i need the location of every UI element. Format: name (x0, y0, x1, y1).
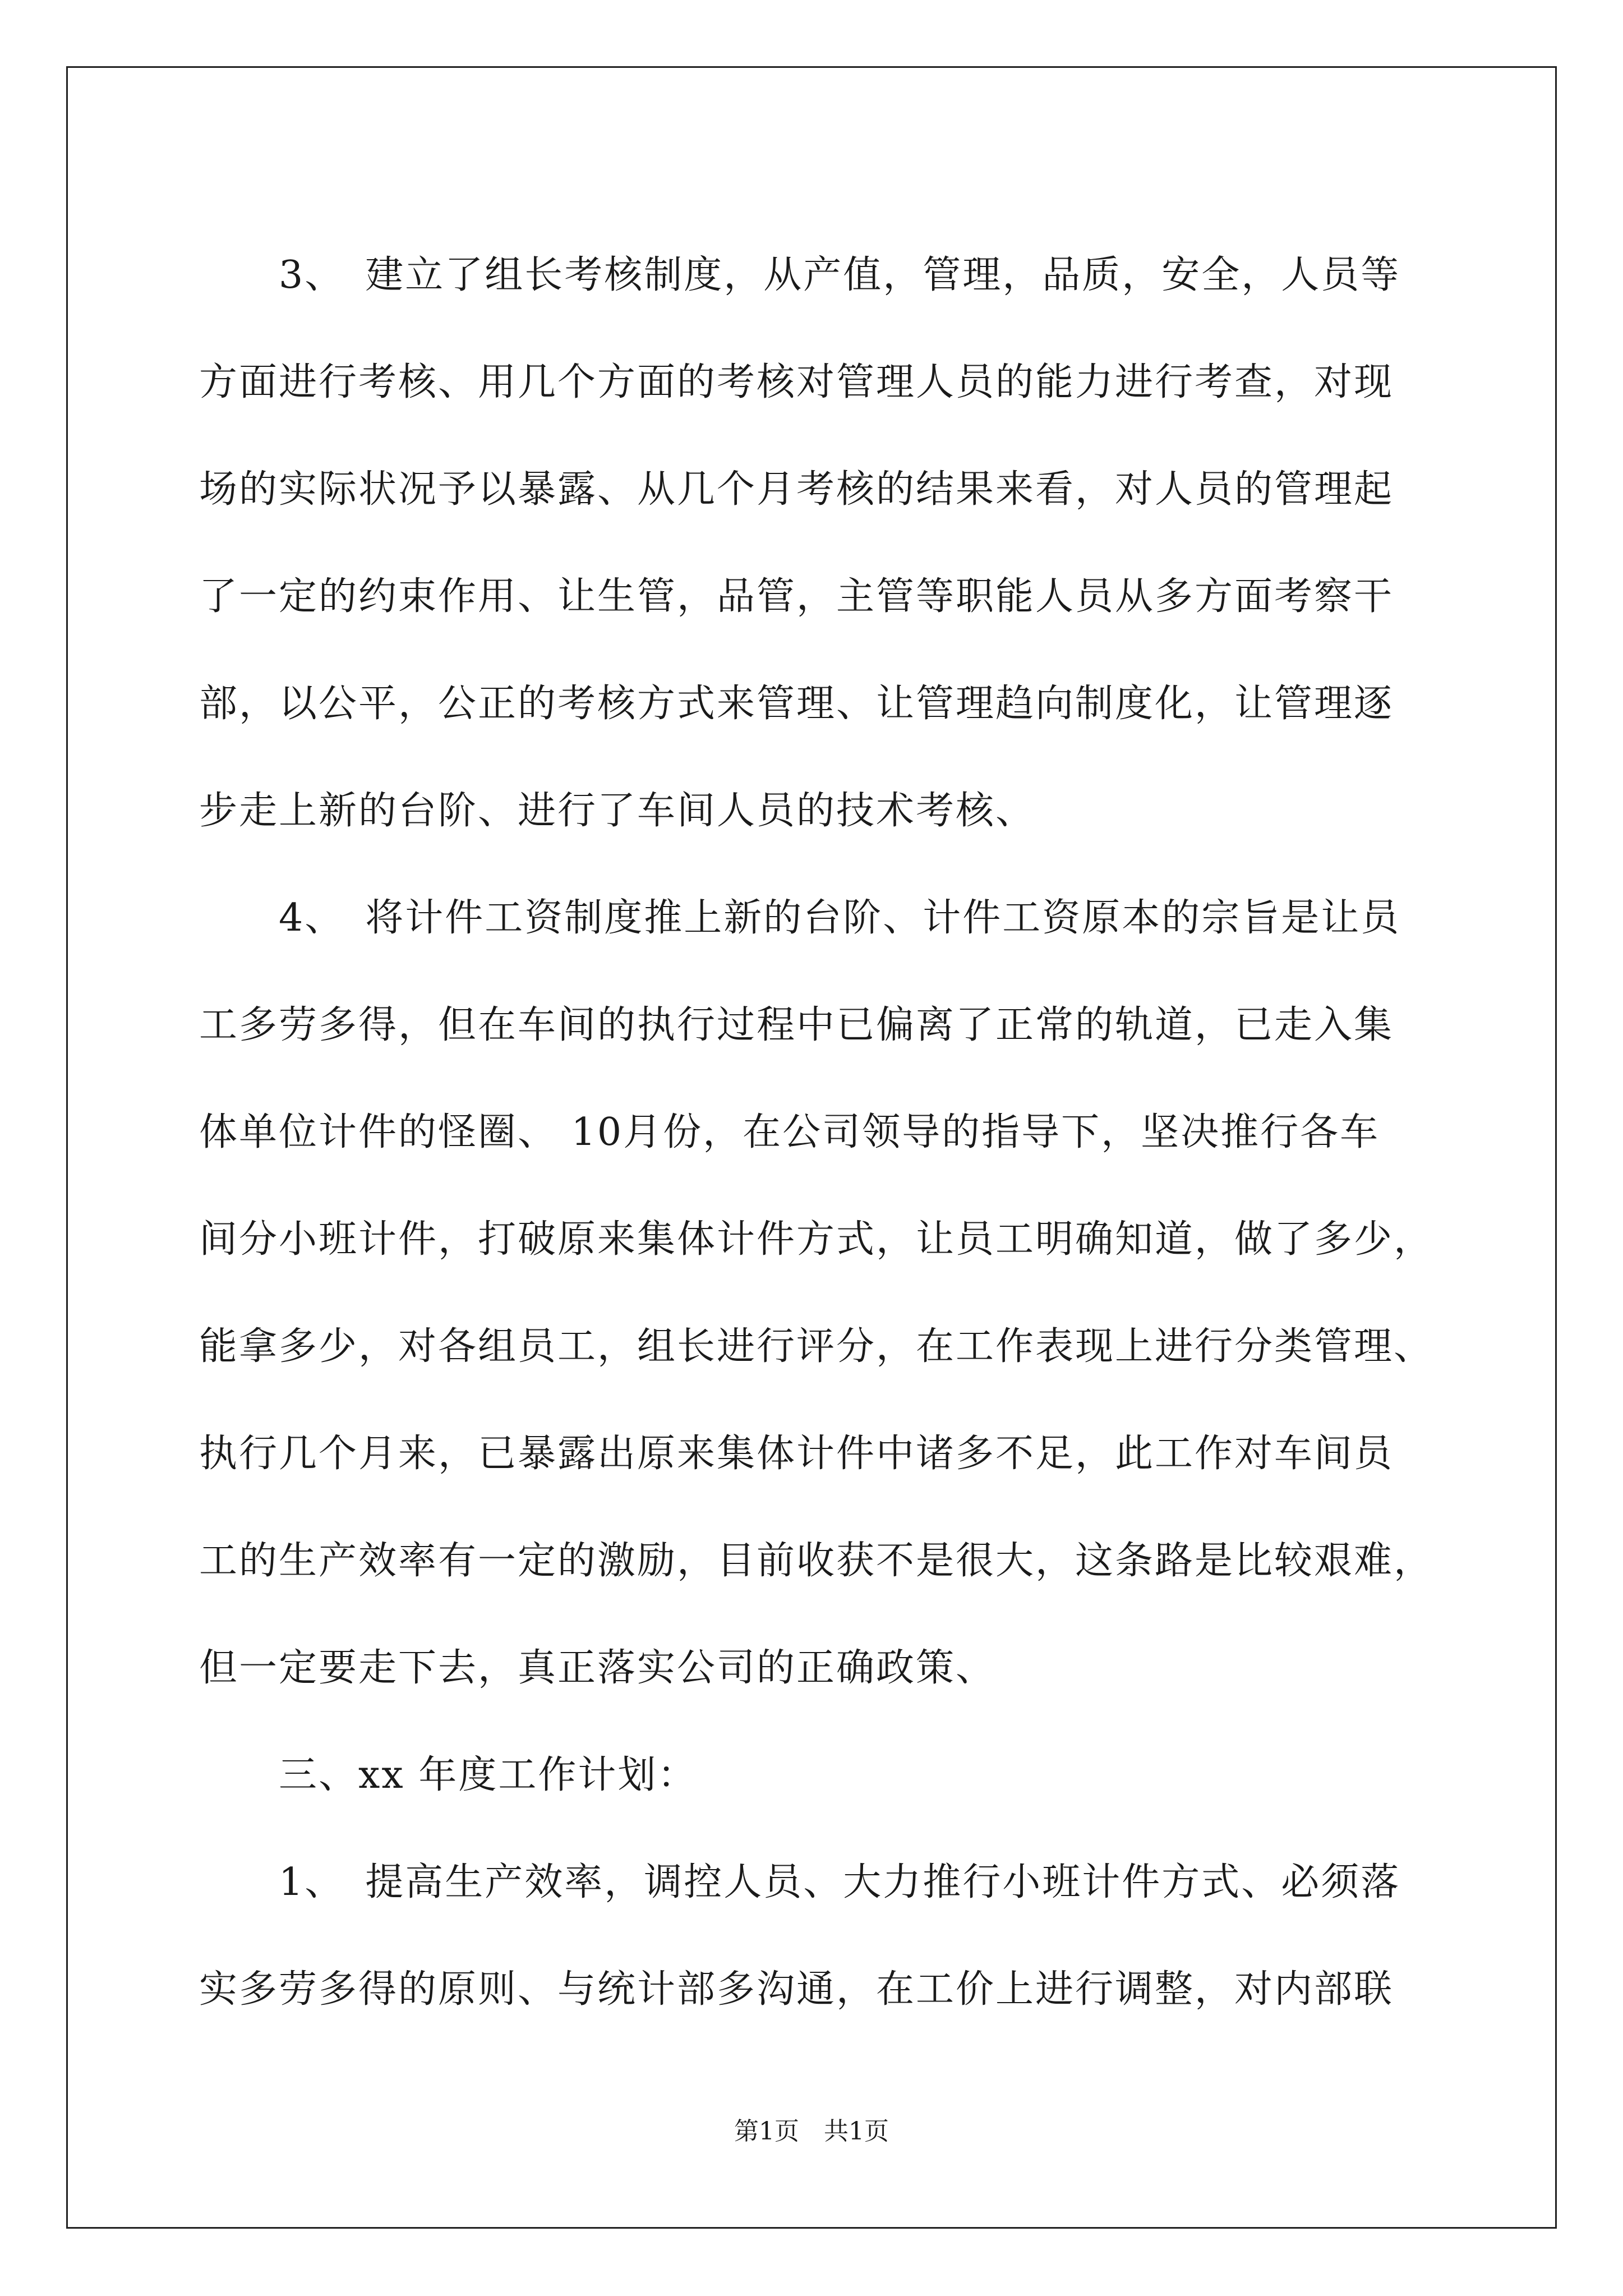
paragraph-plan-1 (199, 1829, 1427, 2043)
text-line: 步走上新的台阶、进行了车间人员的技术考核、 (199, 789, 1036, 833)
paragraph-4 (199, 864, 1434, 1722)
text-line: 部，以公平，公正的考核方式来管理、让管理趋向制度化，让管理逐 (199, 682, 1394, 726)
text-line: 体单位计件的怪圈、 10月份，在公司领导的指导下，坚决推行各车 (199, 1110, 1380, 1154)
text-line: 工多劳多得，但在车间的执行过程中已偏离了正常的轨道，已走入集 (199, 1003, 1394, 1047)
section-heading (199, 1722, 1427, 1829)
text-line: 工的生产效率有一定的激励，目前收获不是很大，这条路是比较艰难， (199, 1539, 1434, 1583)
text-line: 场的实际状况予以暴露、从几个月考核的结果来看，对人员的管理起 (199, 467, 1394, 512)
text-line: 间分小班计件，打破原来集体计件方式，让员工明确知道，做了多少， (199, 1217, 1434, 1262)
text-line: 1、 提高生产效率，调控人员、大力推行小班计件方式、必须落 (199, 1860, 1401, 1904)
text-line: 3、 建立了组长考核制度，从产值，管理，品质，安全，人员等 (199, 253, 1401, 297)
page-footer: 第1页 共1页 (734, 2117, 889, 2146)
text-line: 了一定的约束作用、让生管，品管，主管等职能人员从多方面考察干 (199, 574, 1394, 619)
heading-line: 三、xx 年度工作计划： (199, 1753, 698, 1797)
paragraph-3 (199, 222, 1427, 864)
document-body (199, 222, 1434, 2043)
text-line: 执行几个月来，已暴露出原来集体计件中诸多不足，此工作对车间员 (199, 1432, 1394, 1476)
text-line: 4、 将计件工资制度推上新的台阶、计件工资原本的宗旨是让员 (199, 896, 1401, 940)
text-line: 实多劳多得的原则、与统计部多沟通，在工价上进行调整，对内部联 (199, 1967, 1394, 2012)
text-line: 能拿多少，对各组员工，组长进行评分，在工作表现上进行分类管理、 (199, 1324, 1434, 1369)
text-line: 但一定要走下去，真正落实公司的正确政策、 (199, 1646, 996, 1690)
text-line: 方面进行考核、用几个方面的考核对管理人员的能力进行考查，对现 (199, 360, 1394, 404)
